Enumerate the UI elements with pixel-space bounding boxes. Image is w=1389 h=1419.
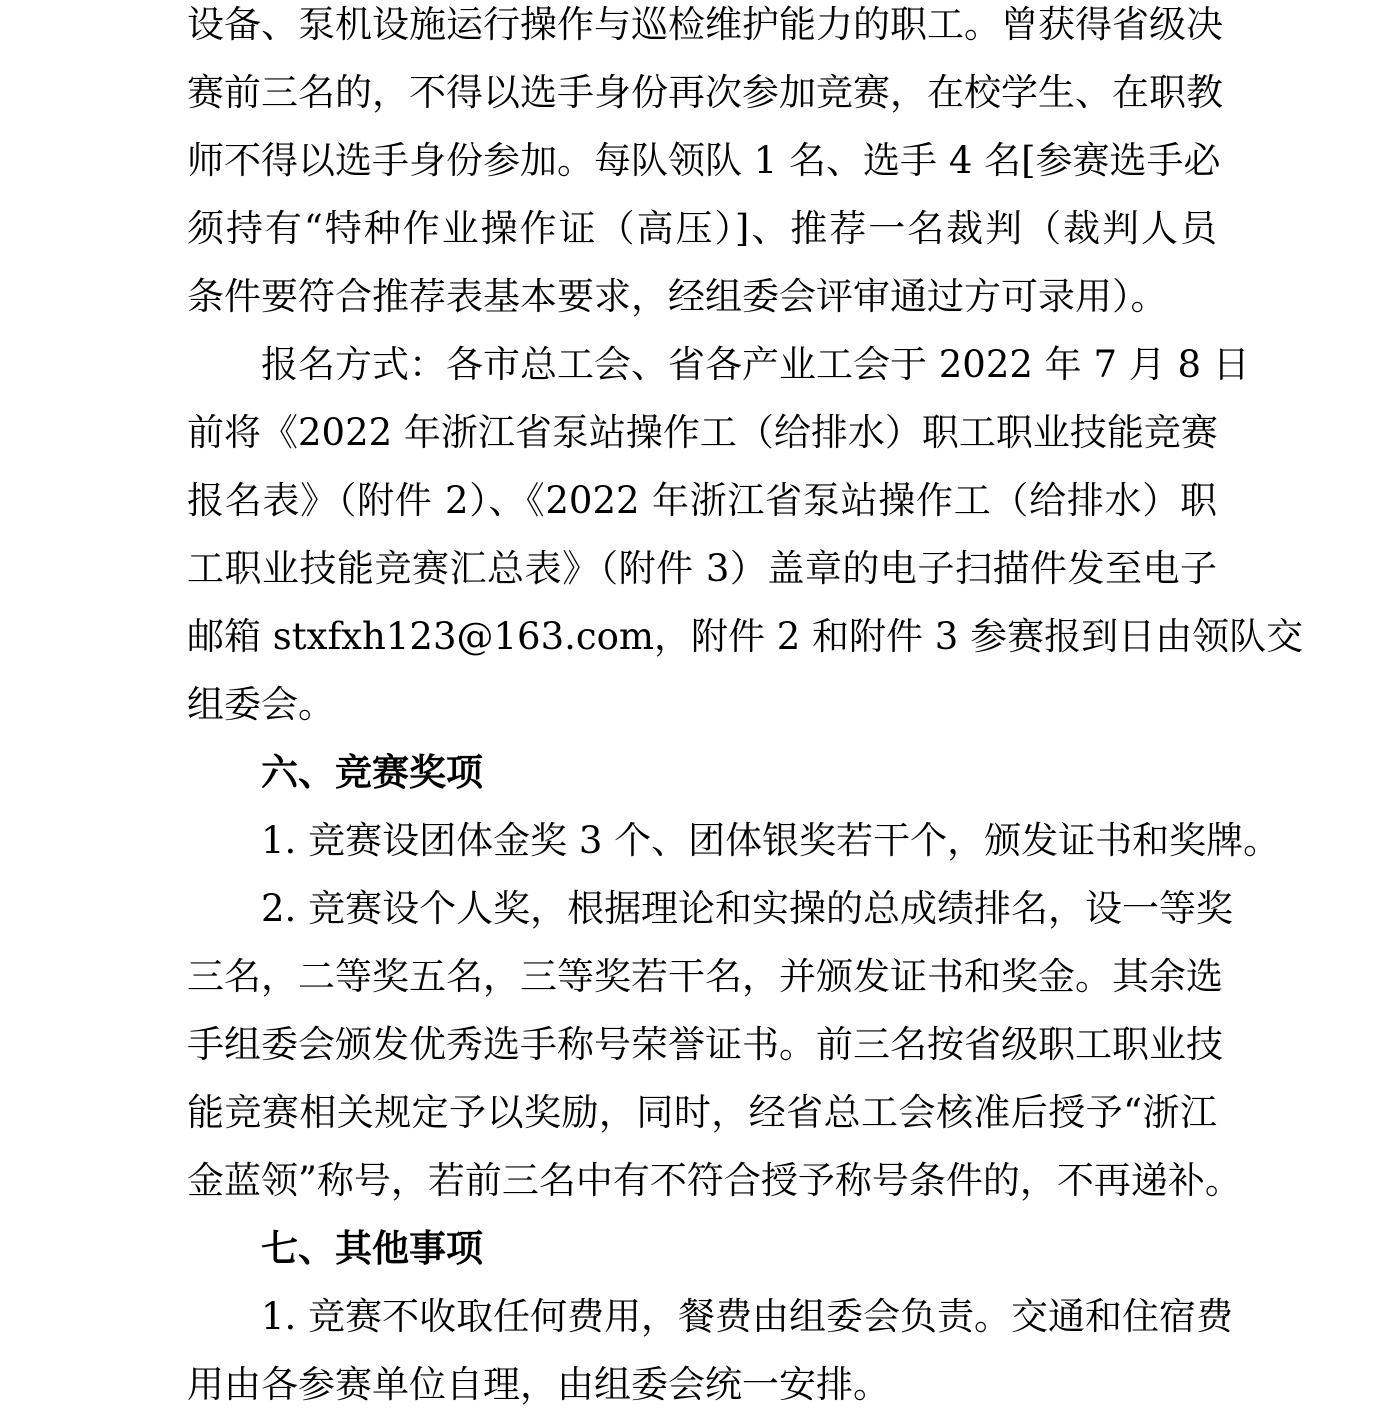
section-6-heading: 六、竞赛奖项 bbox=[261, 751, 483, 794]
section-6-item-2-line-1: 2. 竞赛设个人奖，根据理论和实操的总成绩排名，设一等奖 bbox=[261, 887, 1234, 930]
paragraph-1-line-3: 师不得以选手身份参加。每队领队 1 名、选手 4 名[参赛选手必 bbox=[187, 139, 1221, 182]
section-7-item-1-line-2: 用由各参赛单位自理，由组委会统一安排。 bbox=[187, 1363, 890, 1406]
section-6-item-1-line-1: 1. 竞赛设团体金奖 3 个、团体银奖若干个，颁发证书和奖牌。 bbox=[261, 819, 1281, 862]
paragraph-1-line-2: 赛前三名的，不得以选手身份再次参加竞赛，在校学生、在职教 bbox=[187, 71, 1223, 114]
section-6-item-2-line-5: 金蓝领”称号，若前三名中有不符合授予称号条件的，不再递补。 bbox=[187, 1159, 1242, 1202]
section-6-item-2-line-4: 能竞赛相关规定予以奖励，同时，经省总工会核准后授予“浙江 bbox=[187, 1091, 1217, 1134]
section-6-item-2-line-3: 手组委会颁发优秀选手称号荣誉证书。前三名按省级职工职业技 bbox=[187, 1023, 1223, 1066]
section-6-item-2-line-2: 三名，二等奖五名，三等奖若干名，并颁发证书和奖金。其余选 bbox=[187, 955, 1223, 998]
document-page bbox=[187, 0, 1304, 1408]
paragraph-2-line-1: 报名方式：各市总工会、省各产业工会于 2022 年 7 月 8 日 bbox=[261, 343, 1250, 386]
paragraph-2-line-4: 工职业技能竞赛汇总表》（附件 3）盖章的电子扫描件发至电子 bbox=[187, 547, 1217, 590]
paragraph-2-line-2: 前将《2022 年浙江省泵站操作工（给排水）职工职业技能竞赛 bbox=[187, 411, 1218, 454]
paragraph-1-line-1: 设备、泵机设施运行操作与巡检维护能力的职工。曾获得省级决 bbox=[187, 3, 1223, 46]
paragraph-2-line-3: 报名表》（附件 2）、《2022 年浙江省泵站操作工（给排水）职 bbox=[187, 479, 1217, 522]
section-7-item-1-line-1: 1. 竞赛不收取任何费用，餐费由组委会负责。交通和住宿费 bbox=[261, 1295, 1234, 1338]
paragraph-2-line-6: 组委会。 bbox=[187, 683, 335, 726]
paragraph-1-line-4: 须持有“特种作业操作证（高压）]、推荐一名裁判（裁判人员 bbox=[187, 207, 1217, 250]
paragraph-2-line-5: 邮箱 stxfxh123@163.com，附件 2 和附件 3 参赛报到日由领队交 bbox=[187, 615, 1304, 658]
paragraph-1-line-5: 条件要符合推荐表基本要求，经组委会评审通过方可录用）。 bbox=[187, 275, 1168, 318]
section-7-heading: 七、其他事项 bbox=[261, 1227, 483, 1270]
